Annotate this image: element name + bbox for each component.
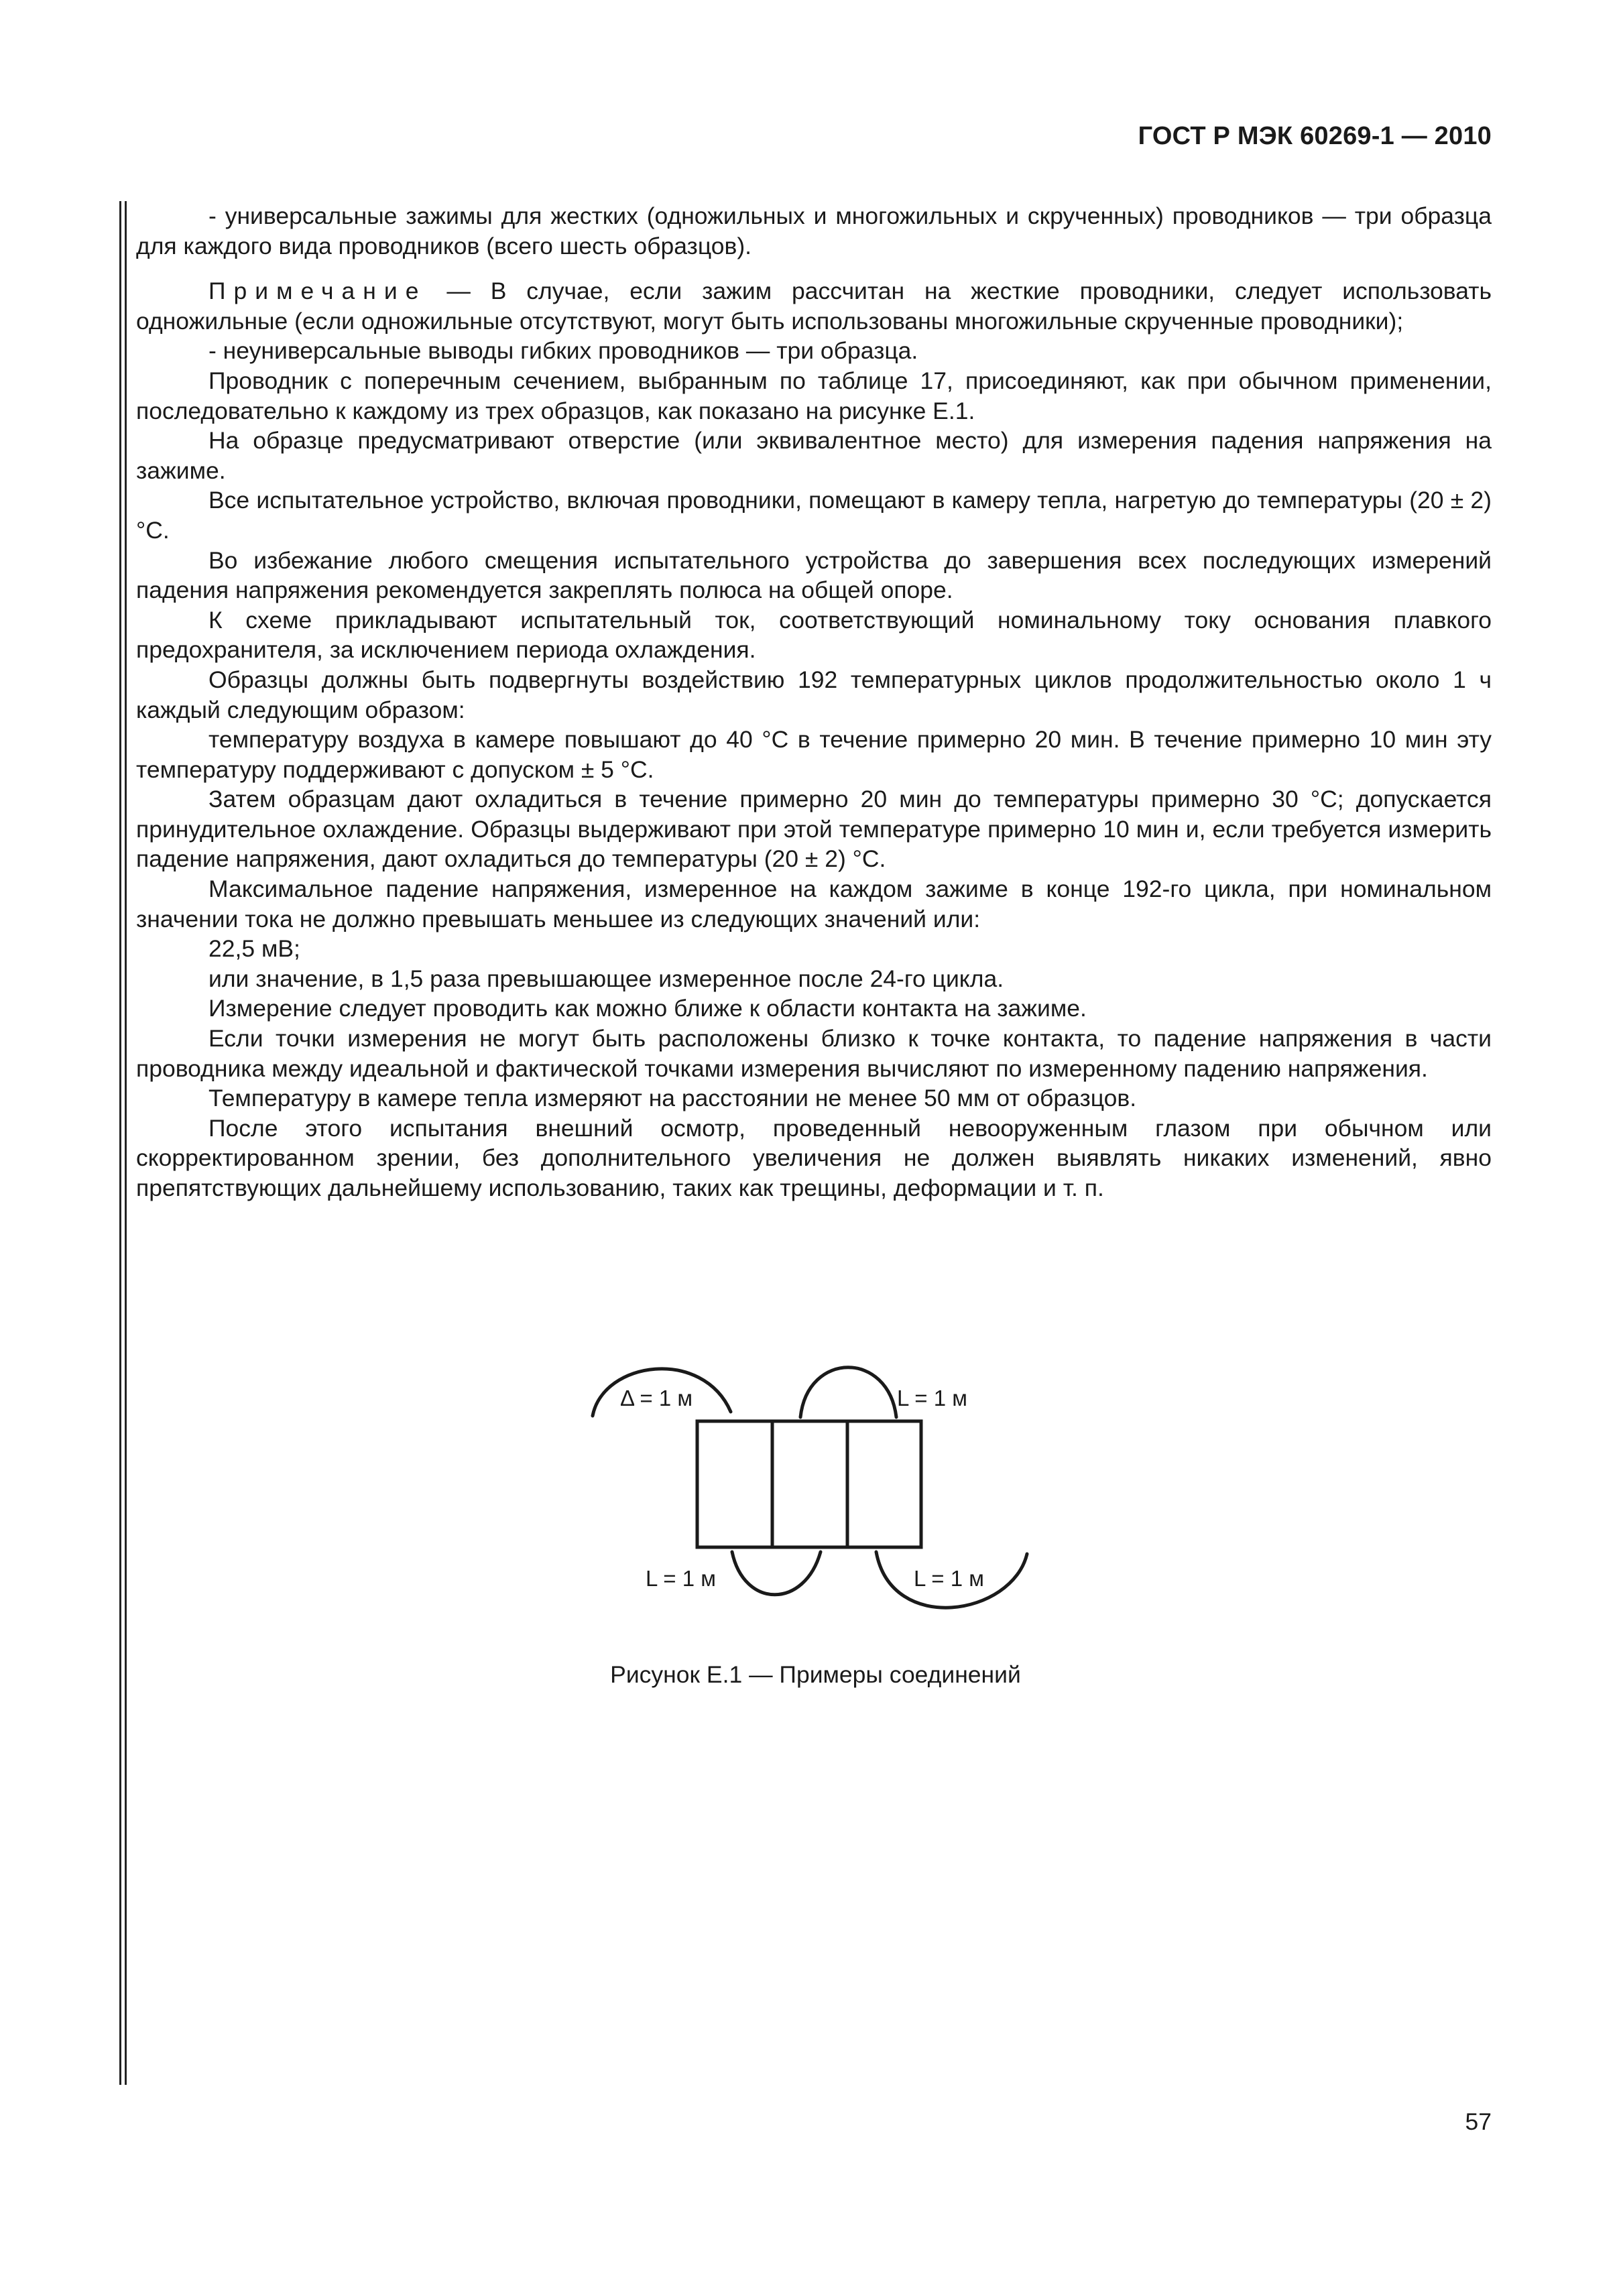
figure-label-bottom-right: L = 1 м [914, 1566, 984, 1591]
paragraph: Температуру в камере тепла измеряют на расстоянии не менее 50 мм от образцов. [208, 1085, 1137, 1112]
note-label: Примечание [208, 278, 427, 305]
paragraph: - универсальные зажимы для жестких (одножильных и многожильных и скрученных) проводников — три образца для каждого вида проводников (всего шесть образцов). [136, 202, 1492, 259]
page-number: 57 [1465, 2108, 1492, 2135]
paragraph: Измерение следует проводить как можно ближе к области контакта на зажиме. [208, 995, 1087, 1022]
document-header: ГОСТ Р МЭК 60269-1 — 2010 [1138, 122, 1492, 150]
paragraph: Максимальное падение напряжения, измеренное на каждом зажиме в конце 192-го цикла, при номинальном значении тока не должно превышать меньшее из следующих значений или: [136, 875, 1492, 932]
paragraph: - неуниверсальные выводы гибких проводников — три образца. [208, 337, 918, 365]
revision-bar-outer [119, 201, 121, 2085]
connection-diagram-svg [577, 1347, 1046, 1616]
paragraph: или значение, в 1,5 раза превышающее измеренное после 24-го цикла. [208, 965, 1004, 992]
revision-bar-inner [125, 201, 127, 2085]
note-paragraph [136, 276, 1492, 336]
paragraph: После этого испытания внешний осмотр, проведенный невооруженным глазом при обычном или скорректированном зрении, без дополнительного увеличения не должен выявлять никаких изменений, явно препятствующих дальнейшему использованию, таких как трещины, деформации и т. п. [136, 1114, 1492, 1201]
paragraph: На образце предусматривают отверстие (или эквивалентное место) для измерения падения напряжения на зажиме. [136, 427, 1492, 484]
conductor-loop-bottom-left [732, 1552, 821, 1595]
figure-label-top-right: L = 1 м [897, 1386, 967, 1410]
paragraph: Все испытательное устройство, включая проводники, помещают в камеру тепла, нагретую до температуры (20 ± 2) °С. [136, 487, 1492, 544]
paragraph: Образцы должны быть подвергнуты воздействию 192 температурных циклов продолжительностью около 1 ч каждый следующим образом: [136, 666, 1492, 723]
connection-diagram [577, 1347, 1046, 1616]
figure-label-bottom-left: L = 1 м [646, 1566, 716, 1591]
paragraph: Проводник с поперечным сечением, выбранным по таблице 17, присоединяют, как при обычном применении, последовательно к каждому из трех образцов, как показано на рисунке E.1. [136, 367, 1492, 424]
specimen-block-outline [697, 1421, 921, 1547]
figure-caption: Рисунок E.1 — Примеры соединений [610, 1661, 1021, 1688]
paragraph: 22,5 мВ; [208, 935, 300, 963]
paragraph: температуру воздуха в камере повышают до 40 °С в течение примерно 20 мин. В течение примерно 10 мин эту температуру поддерживают с допуском ± 5 °С. [136, 726, 1492, 783]
figure-label-top-left: Δ = 1 м [620, 1386, 693, 1410]
conductor-loop-top-right [800, 1368, 896, 1417]
paragraph: Если точки измерения не могут быть расположены близко к точке контакта, то падение напряжения в части проводника между идеальной и фактической точками измерения вычисляют по измеренному падению напряжения. [136, 1025, 1492, 1082]
body-text [136, 201, 1492, 1203]
paragraph: Затем образцам дают охладиться в течение примерно 20 мин до температуры примерно 30 °С; допускается принудительное охлаждение. Образцы выдерживают при этой температуре примерно 10 мин и, если требуется измерить падение напряжения, дают охладиться до температуры (20 ± 2) °С. [136, 786, 1492, 873]
note-text: — В случае, если зажим рассчитан на жесткие проводники, следует использовать одножильные (если одножильные отсутствуют, могут быть использованы многожильные скрученные проводники); [136, 278, 1492, 335]
paragraph: Во избежание любого смещения испытательного устройства до завершения всех последующих измерений падения напряжения рекомендуется закреплять полюса на общей опоре. [136, 546, 1492, 604]
paragraph: К схеме прикладывают испытательный ток, соответствующий номинальному току основания плавкого предохранителя, за исключением периода охлаждения. [136, 606, 1492, 664]
